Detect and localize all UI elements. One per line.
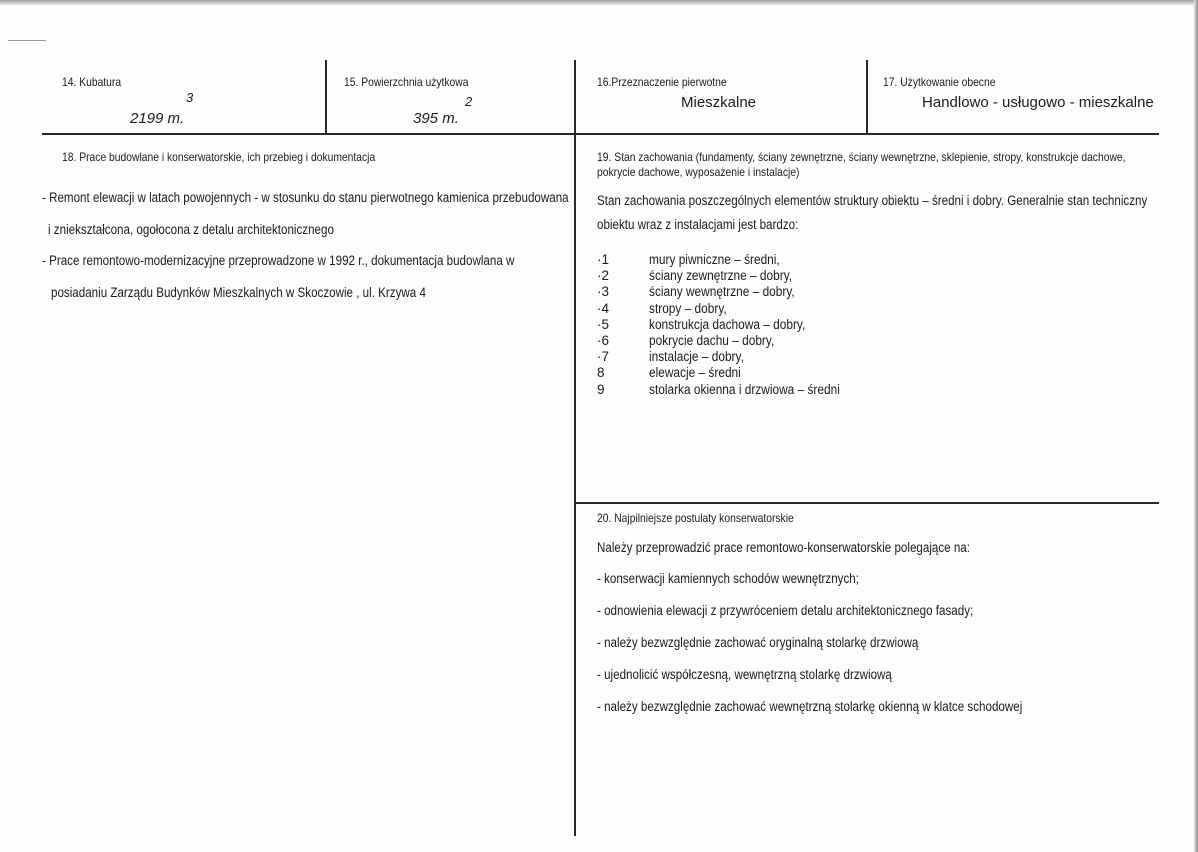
- field-19-intro-line-2: obiektu wraz z instalacjami jest bardzo:: [597, 217, 799, 232]
- field-20-intro: Należy przeprowadzić prace remontowo-konserwatorskie polegające na:: [597, 540, 970, 555]
- list-item: stolarka okienna i drzwiowa – średni: [649, 381, 840, 397]
- scan-edge-top: [0, 0, 1198, 6]
- field-18-label: 18. Prace budowlane i konserwatorskie, ich przebieg i dokumentacja: [62, 150, 376, 164]
- field-15-label: 15. Powierzchnia użytkowa: [344, 75, 469, 89]
- list-item-number: ·3: [597, 284, 610, 300]
- vertical-rule-right: [866, 60, 868, 134]
- field-14-exponent: 3: [186, 90, 194, 105]
- list-item: konstrukcja dachowa – dobry,: [649, 316, 806, 332]
- field-14-value: 2199 m.: [130, 110, 185, 127]
- list-item-number: ·4: [597, 300, 610, 316]
- corner-mark: [8, 40, 46, 41]
- field-14-label: 14. Kubatura: [62, 75, 122, 89]
- list-item-number: ·2: [597, 268, 610, 284]
- field-16-value: Mieszkalne: [681, 94, 757, 111]
- scan-edge-right: [1194, 0, 1198, 852]
- field-20-item-3: - należy bezwzględnie zachować oryginalną stolarkę drzwiową: [597, 635, 919, 650]
- field-18-line-3: - Prace remontowo-modernizacyjne przeprowadzone w 1992 r., dokumentacja budowlana w: [42, 253, 515, 268]
- list-item-number: 9: [597, 381, 605, 397]
- field-20-item-4: - ujednolicić współczesną, wewnętrzną stolarkę drzwiową: [597, 667, 892, 682]
- field-17-value: Handlowo - usługowo - mieszkalne: [922, 94, 1154, 111]
- list-item-number: ·6: [597, 332, 610, 348]
- field-19-item-texts: [649, 252, 840, 398]
- field-20-item-2: - odnowienia elewacji z przywróceniem detalu architektonicznego fasady;: [597, 603, 974, 618]
- field-15-value: 395 m.: [413, 110, 459, 127]
- field-19-label-line-1: 19. Stan zachowania (fundamenty, ściany zewnętrzne, ściany wewnętrzne, sklepienie, stropy, konstrukcje dachowe,: [597, 150, 1126, 164]
- field-17-label: 17. Użytkowanie obecne: [883, 75, 996, 89]
- list-item: mury piwniczne – średni,: [649, 252, 780, 267]
- list-item-number: ·1: [597, 252, 610, 267]
- horizontal-rule-header: [42, 133, 1159, 135]
- field-18-line-4: posiadaniu Zarządu Budynków Mieszkalnych w Skoczowie , ul. Krzywa 4: [51, 285, 426, 300]
- field-19-intro-line-1: Stan zachowania poszczególnych elementów struktury obiektu – średni i dobry. Generalnie stan techniczny: [597, 193, 1148, 208]
- list-item: ściany wewnętrzne – dobry,: [649, 284, 795, 300]
- field-19-item-numbers: [597, 252, 609, 398]
- horizontal-rule-section20: [574, 502, 1159, 504]
- field-18-line-2: i zniekształcona, ogołocona z detalu architektonicznego: [48, 222, 334, 237]
- vertical-rule-center: [574, 60, 576, 836]
- list-item-number: ·5: [597, 316, 610, 332]
- field-15-exponent: 2: [465, 94, 473, 109]
- list-item: instalacje – dobry,: [649, 349, 744, 365]
- list-item: elewacje – średni: [649, 365, 741, 381]
- list-item-number: ·7: [597, 349, 610, 365]
- field-20-item-5: - należy bezwzględnie zachować wewnętrzną stolarkę okienną w klatce schodowej: [597, 699, 1023, 714]
- list-item: ściany zewnętrzne – dobry,: [649, 268, 793, 284]
- field-19-label-line-2: pokrycie dachowe, wyposażenie i instalacje): [597, 165, 800, 179]
- field-18-line-1: - Remont elewacji w latach powojennych - w stosunku do stanu pierwotnego kamienica przebudowana: [42, 190, 569, 205]
- list-item-number: 8: [597, 365, 605, 381]
- field-16-label: 16.Przeznaczenie pierwotne: [597, 75, 727, 89]
- list-item: stropy – dobry,: [649, 300, 727, 316]
- list-item: pokrycie dachu – dobry,: [649, 332, 775, 348]
- vertical-rule-left: [325, 60, 327, 134]
- field-20-label: 20. Najpilniejsze postulaty konserwatorskie: [597, 511, 794, 525]
- field-20-item-1: - konserwacji kamiennych schodów wewnętrznych;: [597, 571, 859, 586]
